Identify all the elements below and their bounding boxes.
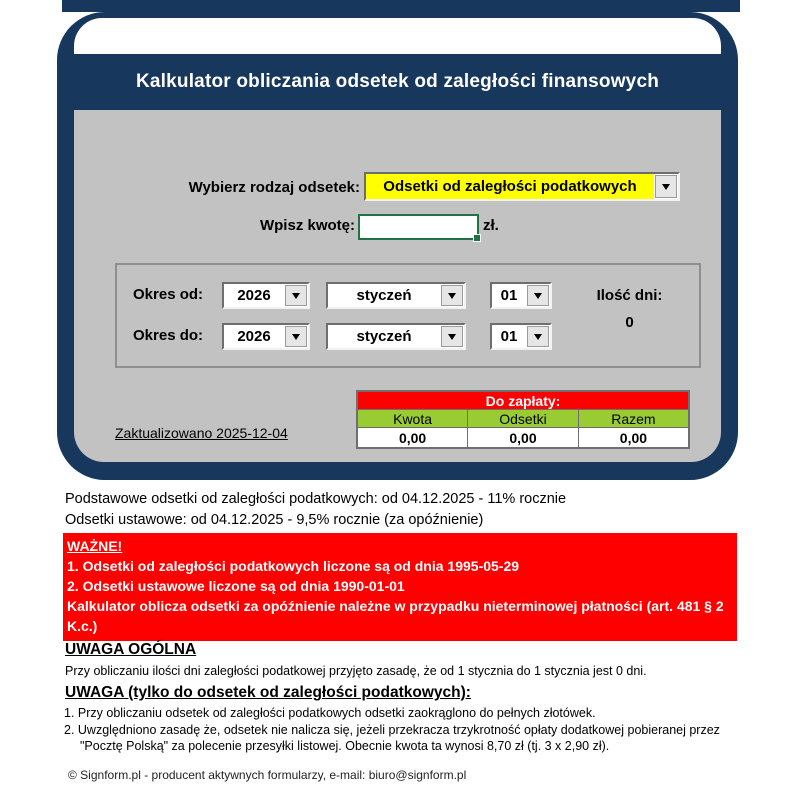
- period-to-month-select[interactable]: [326, 323, 466, 350]
- footer-credit: © Signform.pl - producent aktywnych formularzy, e-mail: biuro@signform.pl: [68, 768, 467, 782]
- important-line-3: Kalkulator oblicza odsetki za opóźnienie należne w przypadku nieterminowej płatności (art. 481 § 2 K.c.): [67, 598, 724, 634]
- tax-note-item-1: 1. Przy obliczaniu odsetek od zaległości podatkowych odsetki zaokrąglono do pełnych złotówek.: [64, 706, 596, 720]
- tax-note-list: [64, 705, 728, 755]
- amount-label: Wpisz kwotę:: [259, 217, 355, 234]
- period-to-month-value: styczeń: [356, 328, 412, 345]
- amount-cell: [358, 214, 479, 240]
- days-count-label: Ilość dni:: [596, 287, 663, 304]
- updated-link[interactable]: Zaktualizowano 2025-12-04: [115, 425, 288, 441]
- important-heading: WAŻNE!: [67, 538, 123, 554]
- chevron-down-icon: [534, 334, 542, 340]
- column-odsetki: Odsetki: [468, 410, 579, 428]
- payment-table-header-row: [357, 410, 689, 428]
- general-note-text: Przy obliczaniu ilości dni zaległości podatkowej przyjęto zasadę, że od 1 stycznia do 1 stycznia jest 0 dni.: [65, 664, 647, 678]
- period-from-day-dropdown-button[interactable]: [527, 285, 549, 306]
- payment-table-value-row: [357, 428, 689, 449]
- payment-table-title-row: [357, 391, 689, 410]
- period-from-year-dropdown-button[interactable]: [285, 285, 307, 306]
- payment-table: [356, 390, 690, 449]
- chevron-down-icon: [534, 293, 542, 299]
- cell-fill-handle[interactable]: [473, 234, 481, 242]
- important-line-2: 2. Odsetki ustawowe liczone są od dnia 1990-01-01: [67, 578, 405, 594]
- period-to-year-dropdown-button[interactable]: [285, 326, 307, 347]
- period-to-year-value: 2026: [237, 328, 271, 345]
- tax-note-heading: UWAGA (tylko do odsetek od zaległości podatkowych):: [65, 684, 471, 701]
- days-count-block: [567, 287, 692, 331]
- period-from-day-select[interactable]: [490, 282, 552, 309]
- period-from-year-select[interactable]: [222, 282, 310, 309]
- period-from-year-value: 2026: [237, 287, 271, 304]
- period-from-month-select[interactable]: [326, 282, 466, 309]
- page-title: Kalkulator obliczania odsetek od zaległości finansowych: [135, 71, 660, 92]
- tax-note-item-2: 2. Uwzględniono zasadę że, odsetek nie nalicza się, jeżeli przekracza trzykrotność opłaty dodatkowej pobieranej przez "Pocztę Polską" za polecenie przesyłki listowej. Obecnie kwota ta wynosi 8,70 zł (tj. 3 x 2,90 zł).: [64, 723, 720, 753]
- period-from-label: Okres od:: [133, 286, 204, 303]
- period-to-month-dropdown-button[interactable]: [441, 326, 463, 347]
- value-odsetki: 0,00: [468, 428, 579, 449]
- value-razem: 0,00: [578, 428, 689, 449]
- period-to-label: Okres do:: [133, 327, 204, 344]
- period-to-year-select[interactable]: [222, 323, 310, 350]
- interest-type-label: Wybierz rodzaj odsetek:: [188, 179, 360, 196]
- chevron-down-icon: [448, 293, 456, 299]
- interest-type-value: Odsetki od zaległości podatkowych: [366, 174, 654, 199]
- chevron-down-icon: [448, 334, 456, 340]
- calculator-frame: [57, 12, 738, 480]
- amount-input[interactable]: [360, 216, 477, 238]
- column-kwota: Kwota: [357, 410, 468, 428]
- general-note-heading: UWAGA OGÓLNA: [65, 641, 197, 658]
- payment-table-title: Do zapłaty:: [357, 391, 689, 410]
- chevron-down-icon: [292, 293, 300, 299]
- chevron-down-icon: [292, 334, 300, 340]
- statutory-interest-rate-line: Odsetki ustawowe: od 04.12.2025 - 9,5% rocznie (za opóźnienie): [65, 512, 484, 528]
- frame-white-band: [74, 18, 721, 54]
- important-line-1: 1. Odsetki od zaległości podatkowych liczone są od dnia 1995-05-29: [67, 558, 520, 574]
- important-notice-box: [63, 533, 737, 641]
- top-decoration-bar: [62, 0, 740, 12]
- column-razem: Razem: [578, 410, 689, 428]
- form-panel: [74, 110, 721, 462]
- period-to-day-select[interactable]: [490, 323, 552, 350]
- period-from-month-dropdown-button[interactable]: [441, 285, 463, 306]
- value-kwota: 0,00: [357, 428, 468, 449]
- interest-type-select[interactable]: [364, 172, 680, 201]
- interest-type-dropdown-button[interactable]: [655, 175, 677, 198]
- days-count-value: 0: [625, 314, 634, 331]
- period-to-day-dropdown-button[interactable]: [527, 326, 549, 347]
- period-from-month-value: styczeń: [356, 287, 412, 304]
- period-from-day-value: 01: [500, 287, 518, 304]
- period-to-day-value: 01: [500, 328, 518, 345]
- period-section: [115, 263, 701, 368]
- chevron-down-icon: [662, 184, 670, 190]
- amount-suffix: zł.: [483, 217, 499, 234]
- tax-interest-rate-line: Podstawowe odsetki od zaległości podatkowych: od 04.12.2025 - 11% rocznie: [65, 491, 567, 507]
- title-bar: [74, 54, 721, 110]
